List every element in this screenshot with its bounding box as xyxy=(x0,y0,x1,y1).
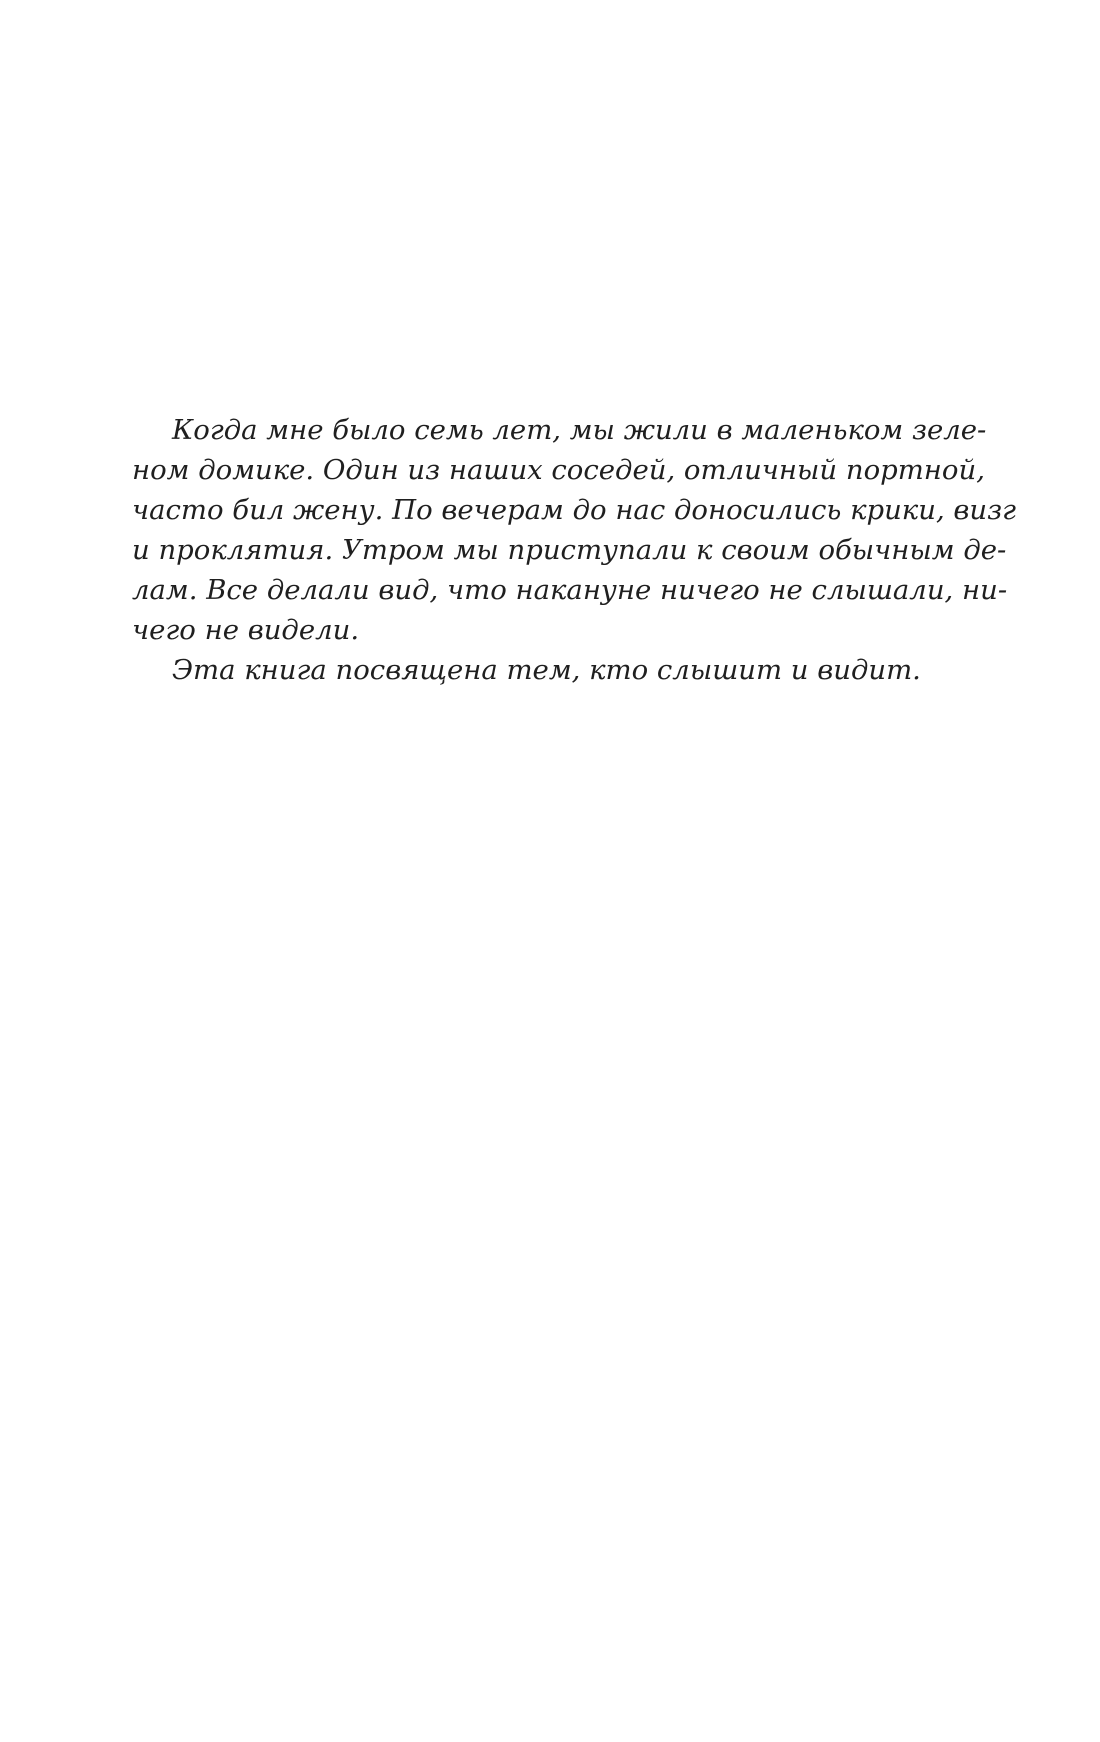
epigraph xyxy=(132,410,1017,690)
epigraph-line: и проклятия. Утром мы приступали к своим обычным де- xyxy=(132,534,1007,566)
epigraph-line: лам. Все делали вид, что накануне ничего не слышали, ни- xyxy=(132,574,1008,606)
epigraph-line: ном домике. Один из наших соседей, отличный портной, xyxy=(132,454,985,486)
epigraph-line: Когда мне было семь лет, мы жили в маленьком зеле- xyxy=(172,414,987,446)
dedication-line: Эта книга посвящена тем, кто слышит и видит. xyxy=(172,654,921,686)
epigraph-line: чего не видели. xyxy=(132,614,360,646)
epigraph-line: часто бил жену. По вечерам до нас доносились крики, визг xyxy=(132,494,1017,526)
